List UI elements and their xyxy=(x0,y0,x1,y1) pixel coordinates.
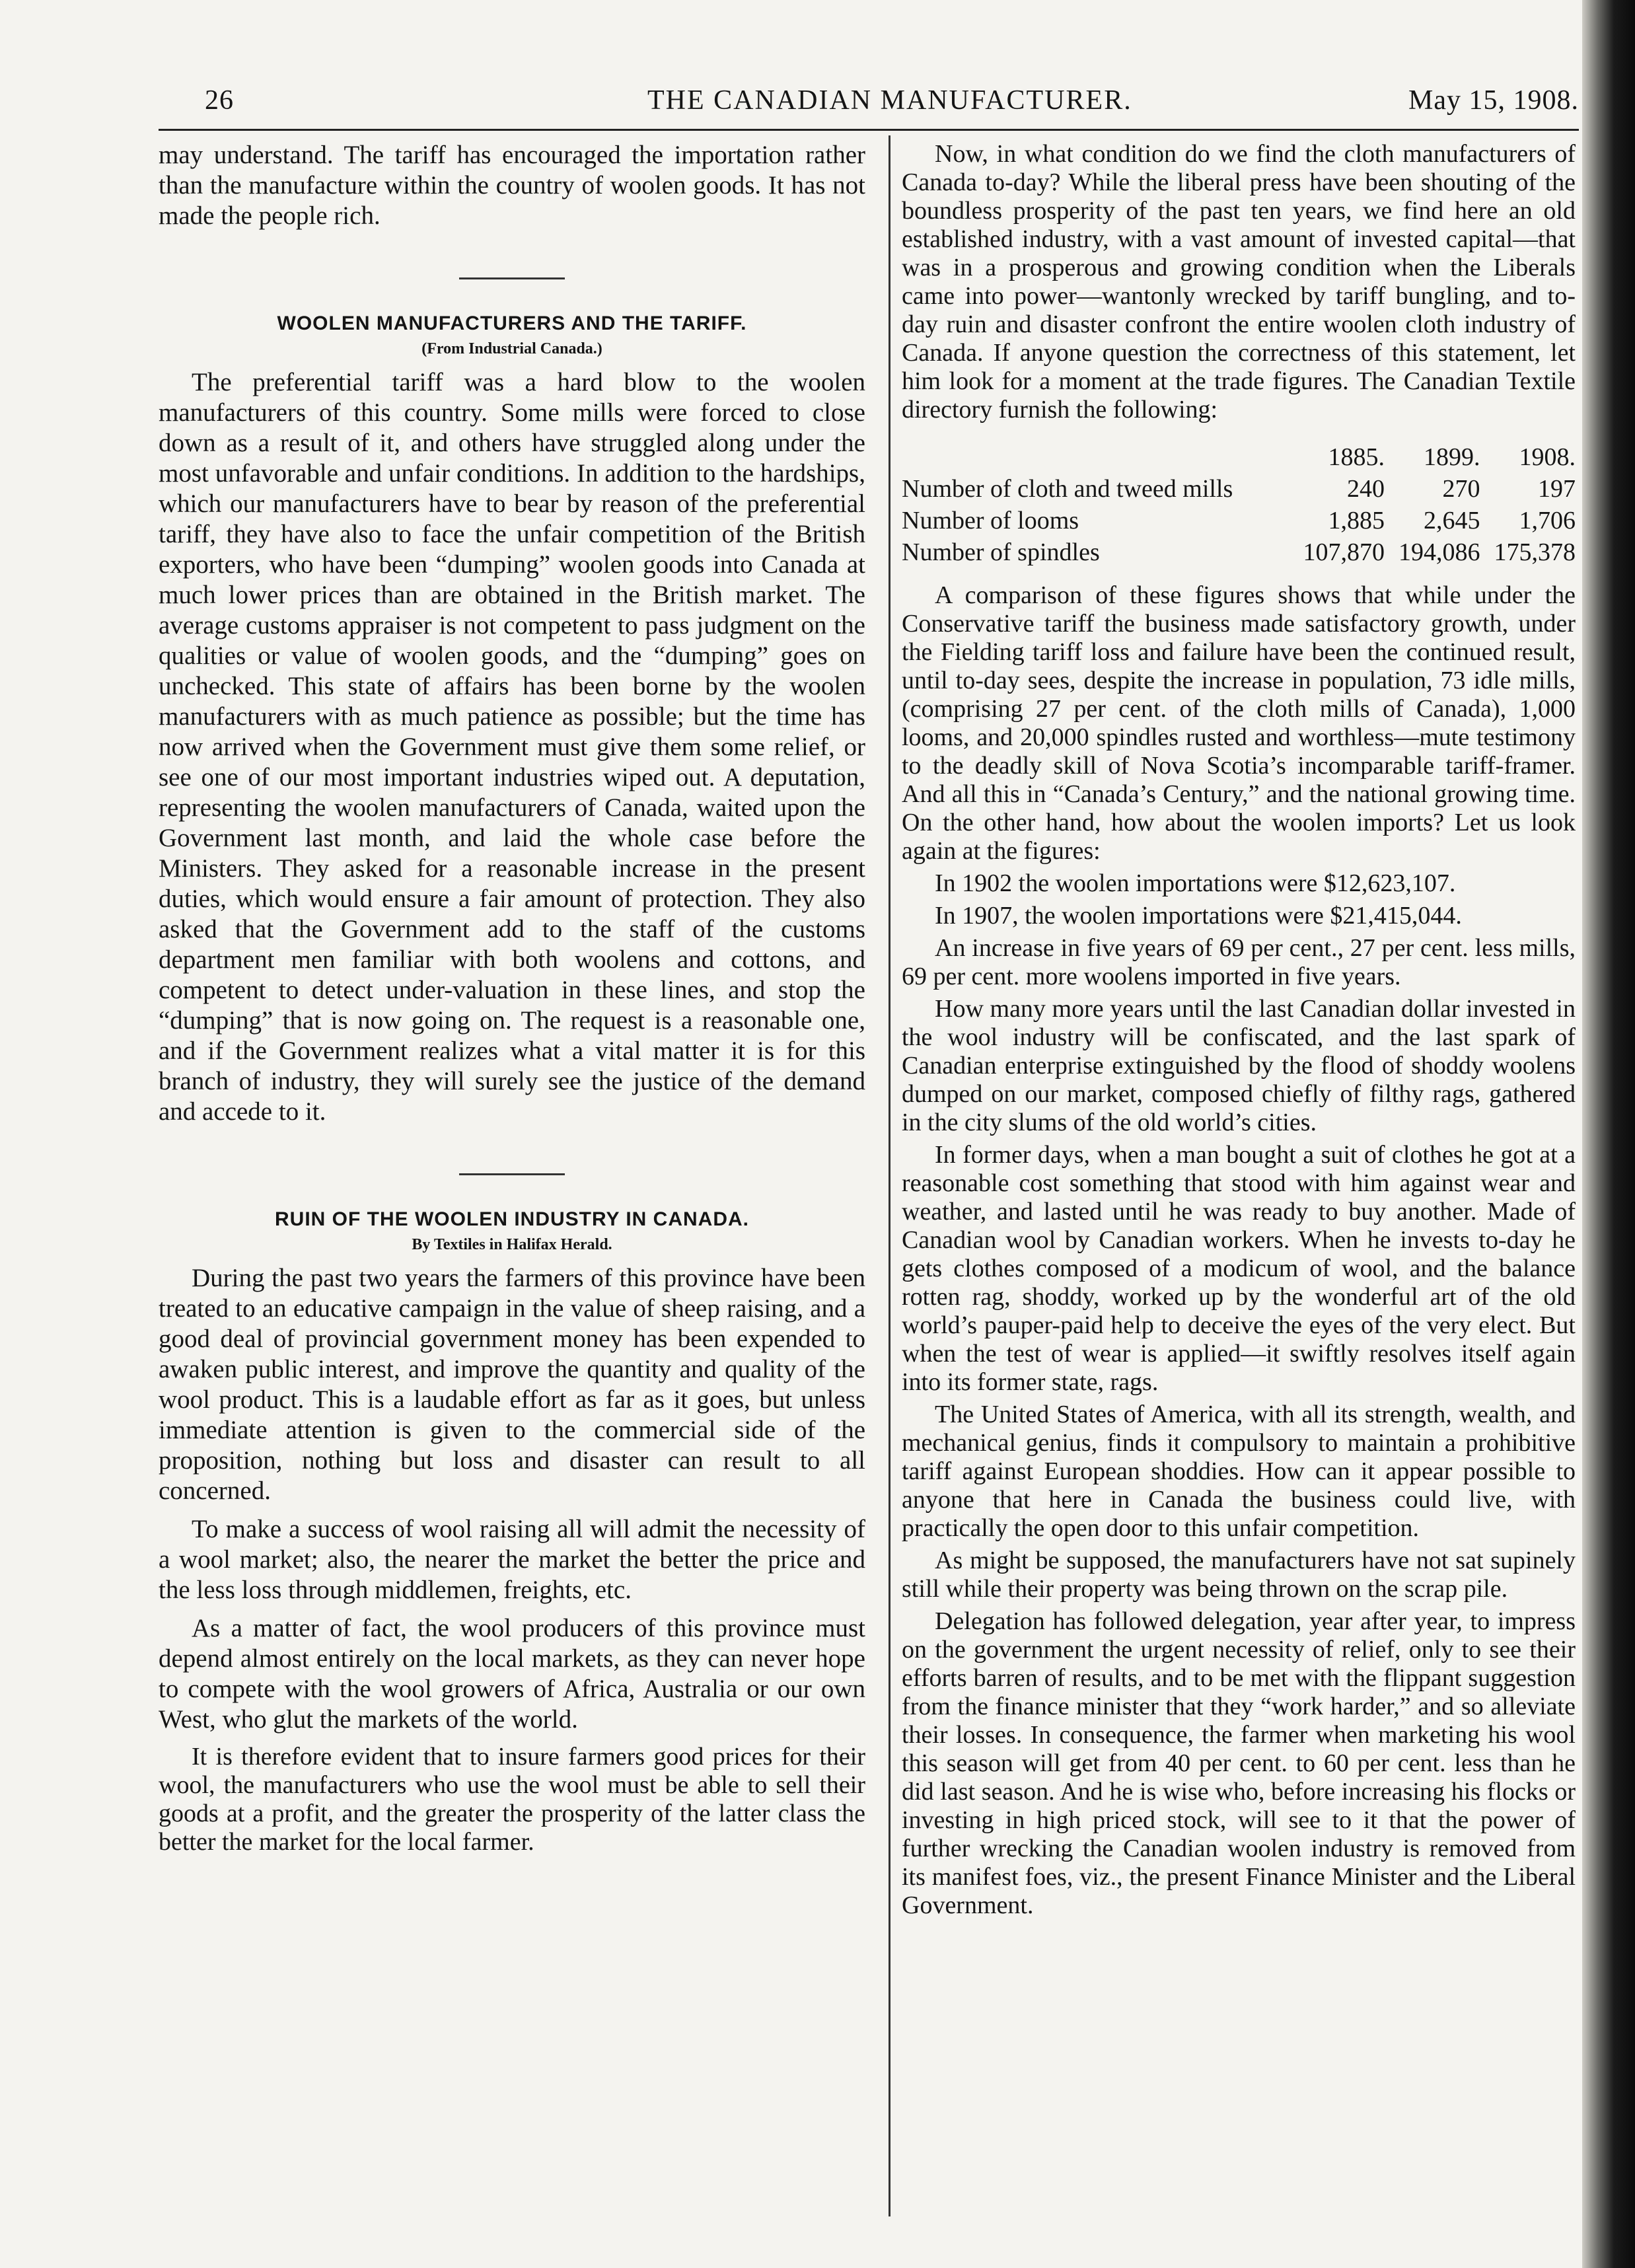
table-row-label: Number of cloth and tweed mills xyxy=(902,475,1233,503)
left-column xyxy=(159,140,865,1860)
page-number: 26 xyxy=(205,85,234,116)
article-title-woolen-manufacturers: WOOLEN MANUFACTURERS AND THE TARIFF. xyxy=(277,312,747,334)
article-separator xyxy=(459,277,565,279)
table-cell: 1,885 xyxy=(1328,507,1385,534)
table-year-header: 1908. xyxy=(1519,443,1576,471)
header-rule xyxy=(159,129,1579,131)
table-row xyxy=(902,505,1576,536)
article-title-ruin-of-woolen-industry: RUIN OF THE WOOLEN INDUSTRY IN CANADA. xyxy=(275,1208,749,1230)
table-year-header: 1885. xyxy=(1328,443,1385,471)
article-paragraph: As might be supposed, the manufacturers have not sat supinely still while their property was being thrown on the scrap pile. xyxy=(902,1547,1576,1603)
article-paragraph: To make a success of wool raising all will admit the necessity of a wool market; also, the nearer the market the better the price and the less loss through middlemen, freights, etc. xyxy=(159,1515,865,1604)
article-paragraph: How many more years until the last Canadian dollar invested in the wool industry will be confiscated, and the last spark of Canadian enterprise extinguished by the flood of shoddy woolens dumped on our market, composed chiefly of filthy rags, gathered in the city slums of the old world’s cities. xyxy=(902,995,1576,1136)
carryover-paragraph: may understand. The tariff has encouraged the importation rather than the manufacture within the country of woolen goods. It has not made the people rich. xyxy=(159,141,865,230)
table-cell: 270 xyxy=(1442,475,1480,503)
table-row-label: Number of looms xyxy=(902,507,1079,534)
table-cell: 2,645 xyxy=(1423,507,1480,534)
issue-date: May 15, 1908. xyxy=(1408,85,1579,116)
article-separator xyxy=(459,1173,565,1175)
page-header xyxy=(198,85,1579,131)
table-year-header: 1899. xyxy=(1423,443,1480,471)
article-source: (From Industrial Canada.) xyxy=(421,340,602,357)
article-paragraph: It is therefore evident that to insure farmers good prices for their wool, the manufacturers who use the wool must be able to sell their goods at a profit, and the greater the prosperity of the latter class the better the market for the local farmer. xyxy=(159,1743,865,1856)
table-row xyxy=(902,536,1576,568)
table-cell: 194,086 xyxy=(1398,538,1480,566)
table-cell: 1,706 xyxy=(1519,507,1576,534)
publication-title: THE CANADIAN MANUFACTURER. xyxy=(647,85,1132,116)
table-cell: 175,378 xyxy=(1494,538,1576,566)
article-paragraph: During the past two years the farmers of this province have been treated to an educative campaign in the value of sheep raising, and a good deal of provincial government money has been expended to awaken public interest, and improve the quantity and quality of the wool product. This is a laudable effort as far as it goes, but unless immediate attention is given to the commercial side of the proposition, nothing but loss and disaster can result to all concerned. xyxy=(159,1264,865,1505)
mill-statistics-table xyxy=(902,441,1576,568)
article-paragraph: In former days, when a man bought a suit of clothes he got at a reasonable cost something that stood with him against wear and weather, and lasted until he was ready to buy another. Made of Canadian wool by Canadian workers. When he invests to-day he gets clothes composed of a modicum of wool, and the balance rotten rag, shoddy, worked up by the wonderful art of the old world’s pauper-paid help to deceive the eyes of the very elect. But when the test of wear is applied—it swiftly resolves itself again into its former state, rags. xyxy=(902,1141,1576,1396)
column-divider xyxy=(889,135,890,2216)
table-cell: 197 xyxy=(1538,475,1576,503)
page-edge-shadow xyxy=(1582,0,1635,2268)
table-row xyxy=(902,473,1576,505)
article-paragraph: Delegation has followed delegation, year after year, to impress on the government the urgent necessity of relief, only to see their efforts barren of results, and to be met with the flippant suggestion from the finance minister that they “work harder,” and so alleviate their losses. In consequence, the farmer when marketing his wool this season will get from 40 per cent. to 60 per cent. less than he did last season. And he is wise who, before increasing his flocks or investing in high priced stock, will see to it that the power of further wrecking the Canadian woolen industry is removed from its manifest foes, viz., the present Finance Minister and the Liberal Government. xyxy=(902,1607,1576,1919)
article-byline: By Textiles in Halifax Herald. xyxy=(412,1236,612,1253)
article-paragraph: The United States of America, with all its strength, wealth, and mechanical genius, finds it compulsory to maintain a prohibitive tariff against European shoddies. How can it appear possible to anyone that here in Canada the business could live, with practically the open door to this unfair competition. xyxy=(902,1401,1576,1542)
article-paragraph: An increase in five years of 69 per cent., 27 per cent. less mills, 69 per cent. more woolens imported in five years. xyxy=(902,934,1576,990)
imports-1907: In 1907, the woolen importations were $21,415,044. xyxy=(935,902,1462,930)
table-row-label: Number of spindles xyxy=(902,538,1100,566)
article-paragraph: A comparison of these figures shows that while under the Conservative tariff the business made satisfactory growth, under the Fielding tariff loss and failure have been the continued result, until to-day sees, despite the increase in population, 73 idle mills, (comprising 27 per cent. of the cloth mills of Canada), 1,000 looms, and 20,000 spindles rusted and worthless—mute testimony to the deadly skill of Nova Scotia’s incomparable tariff-framer. And all this in “Canada’s Century,” and the national growing time. On the other hand, how about the woolen imports? Let us look again at the figures: xyxy=(902,581,1576,865)
article-paragraph: Now, in what condition do we find the cloth manufacturers of Canada to-day? While the liberal press have been shouting of the boundless prosperity of the past ten years, we find here an old established industry, with a vast amount of invested capital—that was in a prosperous and growing condition when the Liberals came into power—wantonly wrecked by tariff bungling, and to-day ruin and disaster confront the entire woolen cloth industry of Canada. If anyone question the correctness of this statement, let him look for a moment at the trade figures. The Canadian Textile directory furnish the following: xyxy=(902,140,1576,423)
article-paragraph: The preferential tariff was a hard blow to the woolen manufacturers of this country. Some mills were forced to close down as a result of it, and others have struggled along under the most unfavorable and unfair conditions. In addition to the hardships, which our manufacturers have to bear by reason of the preferential tariff, they have also to face the unfair competition of the British exporters, who have been “dumping” woolen goods into Canada at much lower prices than are obtained in the British market. The average customs appraiser is not competent to pass judgment on the qualities or value of woolen goods, and the “dumping” goes on unchecked. This state of affairs has been borne by the woolen manufacturers with as much patience as possible; but the time has now arrived when the Government must give them some relief, or see one of our most important industries wiped out. A deputation, representing the woolen manufacturers of Canada, waited upon the Government last month, and laid the whole case before the Ministers. They asked for a reasonable increase in the present duties, which would ensure a fair amount of protection. They also asked that the Government add to the staff of the customs department men familiar with both woolens and cottons, and competent to detect under-valuation in these lines, and stop the “dumping” that is now going on. The request is a reasonable one, and if the Government realizes what a vital matter it is for this branch of industry, they will surely see the justice of the demand and accede to it. xyxy=(159,368,865,1126)
table-cell: 107,870 xyxy=(1303,538,1385,566)
imports-1902: In 1902 the woolen importations were $12,623,107. xyxy=(935,869,1456,897)
article-paragraph: As a matter of fact, the wool producers of this province must depend almost entirely on the local markets, as they can never hope to compete with the wool growers of Africa, Australia or our own West, who glut the markets of the world. xyxy=(159,1614,865,1734)
table-header-row xyxy=(902,441,1576,473)
right-column xyxy=(902,140,1576,1924)
table-cell: 240 xyxy=(1346,475,1385,503)
